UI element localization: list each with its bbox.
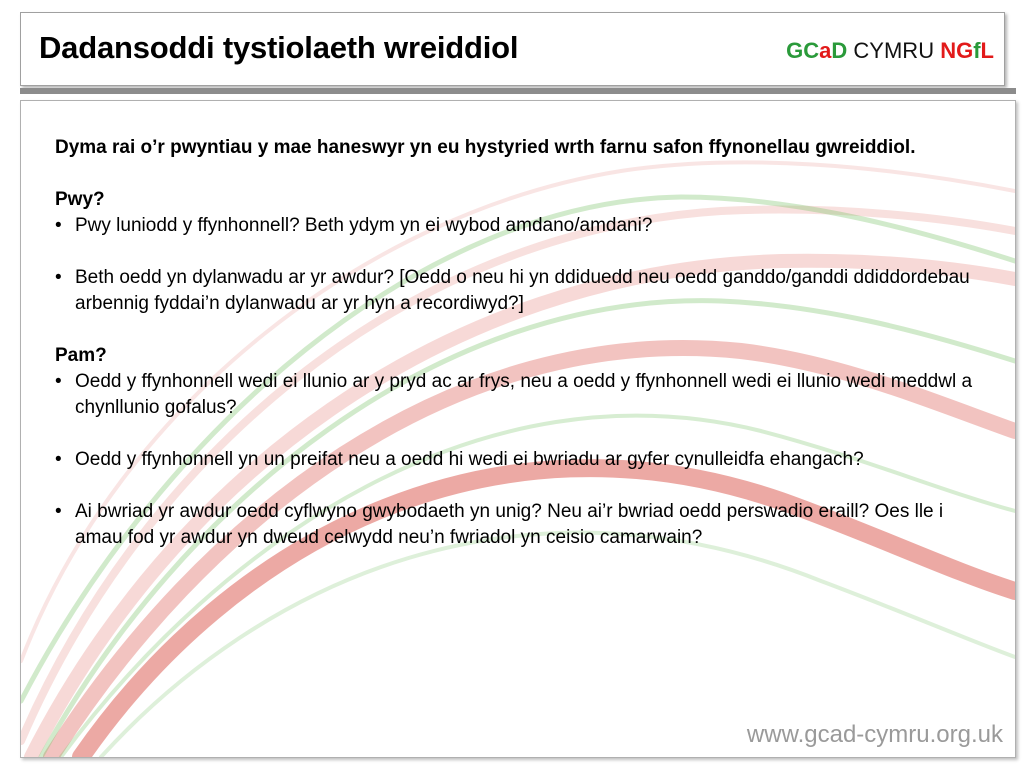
list-item <box>55 265 985 317</box>
logo-gc: GC <box>786 38 820 63</box>
list-item <box>55 499 985 551</box>
header-bar <box>20 12 1005 86</box>
list-item <box>55 213 985 239</box>
bullet-text: Beth oedd yn dylanwadu ar yr awdur? [Oedd o neu hi yn ddiduedd neu oedd ganddo/ganddi ddiddordebau arbennig fyddai’n dylanwadu ar yr hyn a recordiwyd?] <box>75 267 970 314</box>
page-title: Dadansoddi tystiolaeth wreiddiol <box>39 30 519 65</box>
bullet-icon: • <box>55 267 62 288</box>
logo-cymru: CYMRU <box>853 38 935 63</box>
content-panel <box>20 100 1016 758</box>
content-text <box>55 135 985 551</box>
bullet-text: Oedd y ffynhonnell yn un preifat neu a oedd hi wedi ei bwriadu ar gyfer cynulleidfa ehangach? <box>75 449 864 470</box>
logo-l: L <box>980 38 994 63</box>
logo-f: f <box>973 38 981 63</box>
section-heading-pam: Pam? <box>55 345 107 366</box>
header-divider <box>20 88 1016 94</box>
website-url: www.gcad-cymru.org.uk <box>746 721 1003 748</box>
logo-a: a <box>819 38 832 63</box>
bullet-text: Oedd y ffynhonnell wedi ei llunio ar y pryd ac ar frys, neu a oedd y ffynhonnell wedi ei llunio wedi meddwl a chynllunio gofalus? <box>75 371 973 418</box>
logo-ng: NG <box>940 38 974 63</box>
bullet-icon: • <box>55 501 62 522</box>
bullet-icon: • <box>55 371 62 392</box>
list-item <box>55 369 985 421</box>
bullet-text: Ai bwriad yr awdur oedd cyflwyno gwybodaeth yn unig? Neu ai’r bwriad oedd perswadio eraill? Oes lle i amau fod yr awdur yn dweud celwydd neu’n fwriadol yn ceisio camarwain? <box>75 501 944 548</box>
list-item <box>55 447 985 473</box>
bullet-icon: • <box>55 449 62 470</box>
section-heading-pwy: Pwy? <box>55 189 105 210</box>
gcad-cymru-ngfl-logo <box>786 38 994 64</box>
intro-text: Dyma rai o’r pwyntiau y mae haneswyr yn eu hystyried wrth farnu safon ffynonellau gwreiddiol. <box>55 137 916 158</box>
bullet-text: Pwy luniodd y ffynhonnell? Beth ydym yn ei wybod amdano/amdani? <box>75 215 653 236</box>
logo-d: D <box>831 38 848 63</box>
bullet-icon: • <box>55 215 62 236</box>
